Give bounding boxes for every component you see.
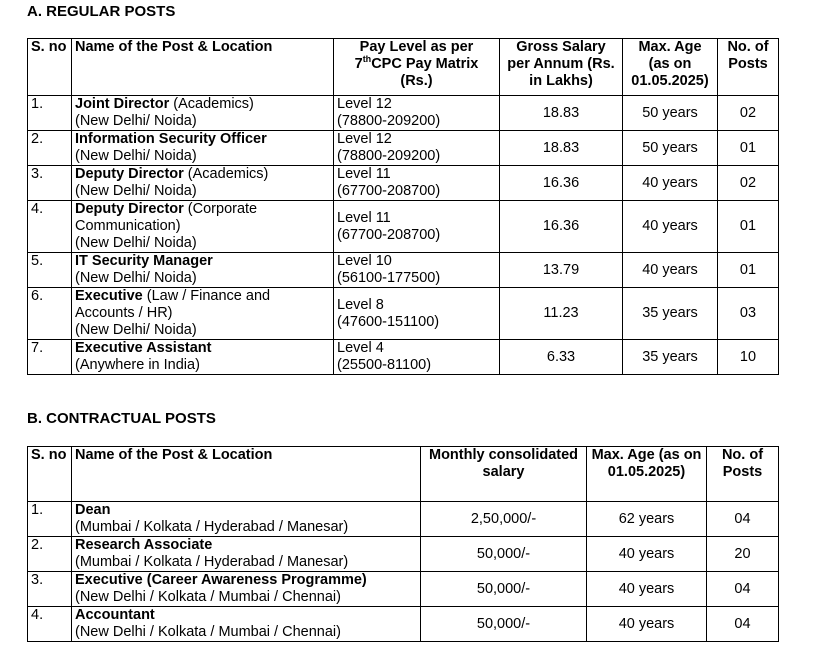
cell-post bbox=[72, 502, 421, 537]
cell-sno: 1. bbox=[28, 96, 72, 131]
header-name: Name of the Post & Location bbox=[72, 447, 421, 502]
table-row bbox=[28, 96, 779, 131]
post-extra: (Law / Finance and Accounts / HR) bbox=[75, 288, 271, 321]
cell-pay-level: Level 11 (67700-208700) bbox=[334, 166, 500, 201]
cell-pay-level: Level 12 (78800-209200) bbox=[334, 96, 500, 131]
post-name: Research Associate bbox=[75, 537, 213, 553]
header-gross: Gross Salary per Annum (Rs. in Lakhs) bbox=[500, 39, 623, 96]
cell-post bbox=[72, 607, 421, 642]
cell-posts: 20 bbox=[707, 537, 779, 572]
cell-gross: 11.23 bbox=[500, 288, 623, 340]
table-header-row bbox=[28, 39, 779, 96]
regular-posts-table bbox=[27, 38, 779, 375]
post-location: (New Delhi/ Noida) bbox=[75, 322, 197, 338]
cell-posts: 01 bbox=[718, 201, 779, 253]
cell-salary: 50,000/- bbox=[421, 572, 587, 607]
header-name: Name of the Post & Location bbox=[72, 39, 334, 96]
header-age: Max. Age (as on 01.05.2025) bbox=[623, 39, 718, 96]
section-b-title: B. CONTRACTUAL POSTS bbox=[27, 410, 216, 427]
cell-sno: 1. bbox=[28, 502, 72, 537]
cell-gross: 16.36 bbox=[500, 201, 623, 253]
post-location: (New Delhi / Kolkata / Mumbai / Chennai) bbox=[75, 589, 341, 605]
post-location: (New Delhi / Kolkata / Mumbai / Chennai) bbox=[75, 624, 341, 640]
cell-gross: 18.83 bbox=[500, 131, 623, 166]
post-location: (Anywhere in India) bbox=[75, 357, 200, 373]
cell-age: 40 years bbox=[623, 166, 718, 201]
table-row bbox=[28, 288, 779, 340]
cell-sno: 7. bbox=[28, 340, 72, 375]
cell-posts: 04 bbox=[707, 502, 779, 537]
post-name: Dean bbox=[75, 502, 111, 518]
post-extra: (Academics) bbox=[183, 166, 269, 182]
cell-salary: 50,000/- bbox=[421, 607, 587, 642]
cell-sno: 6. bbox=[28, 288, 72, 340]
cell-post bbox=[72, 131, 334, 166]
post-name: Accountant bbox=[75, 607, 155, 623]
table-row bbox=[28, 572, 779, 607]
cell-post bbox=[72, 340, 334, 375]
post-location: (New Delhi/ Noida) bbox=[75, 270, 197, 286]
cell-gross: 6.33 bbox=[500, 340, 623, 375]
cell-pay-level: Level 8 (47600-151100) bbox=[334, 288, 500, 340]
post-name: Joint Director bbox=[75, 96, 170, 112]
cell-sno: 2. bbox=[28, 131, 72, 166]
post-extra: (Corporate Communication) bbox=[75, 201, 258, 234]
header-sno: S. no bbox=[28, 447, 72, 502]
post-location: (New Delhi/ Noida) bbox=[75, 113, 197, 129]
cell-gross: 18.83 bbox=[500, 96, 623, 131]
cell-post bbox=[72, 572, 421, 607]
cell-sno: 3. bbox=[28, 166, 72, 201]
table-row bbox=[28, 537, 779, 572]
table-row bbox=[28, 340, 779, 375]
post-name: Executive (Career Awareness Programme) bbox=[75, 572, 367, 588]
cell-age: 50 years bbox=[623, 131, 718, 166]
cell-age: 40 years bbox=[587, 572, 707, 607]
post-name: Executive Assistant bbox=[75, 340, 212, 356]
header-sno: S. no bbox=[28, 39, 72, 96]
table-row bbox=[28, 131, 779, 166]
cell-sno: 2. bbox=[28, 537, 72, 572]
cell-posts: 01 bbox=[718, 131, 779, 166]
cell-sno: 4. bbox=[28, 607, 72, 642]
table-row bbox=[28, 166, 779, 201]
cell-post bbox=[72, 537, 421, 572]
header-salary: Monthly consolidated salary bbox=[421, 447, 587, 502]
cell-age: 40 years bbox=[623, 253, 718, 288]
post-location: (New Delhi/ Noida) bbox=[75, 148, 197, 164]
post-location: (New Delhi/ Noida) bbox=[75, 183, 197, 199]
cell-post bbox=[72, 166, 334, 201]
table-row bbox=[28, 502, 779, 537]
cell-sno: 5. bbox=[28, 253, 72, 288]
cell-pay-level: Level 4 (25500-81100) bbox=[334, 340, 500, 375]
cell-pay-level: Level 12 (78800-209200) bbox=[334, 131, 500, 166]
cell-sno: 3. bbox=[28, 572, 72, 607]
cell-age: 40 years bbox=[587, 607, 707, 642]
table-row bbox=[28, 253, 779, 288]
post-name: IT Security Manager bbox=[75, 253, 213, 269]
cell-posts: 01 bbox=[718, 253, 779, 288]
post-name: Information Security Officer bbox=[75, 131, 267, 147]
cell-age: 35 years bbox=[623, 288, 718, 340]
table-row bbox=[28, 607, 779, 642]
cell-pay-level: Level 10 (56100-177500) bbox=[334, 253, 500, 288]
post-extra: (Academics) bbox=[169, 96, 254, 112]
cell-post bbox=[72, 201, 334, 253]
header-posts: No. of Posts bbox=[707, 447, 779, 502]
cell-salary: 50,000/- bbox=[421, 537, 587, 572]
section-a-title: A. REGULAR POSTS bbox=[27, 3, 176, 20]
cell-gross: 16.36 bbox=[500, 166, 623, 201]
cell-salary: 2,50,000/- bbox=[421, 502, 587, 537]
cell-posts: 02 bbox=[718, 96, 779, 131]
cell-post bbox=[72, 288, 334, 340]
cell-sno: 4. bbox=[28, 201, 72, 253]
header-age: Max. Age (as on 01.05.2025) bbox=[587, 447, 707, 502]
cell-post bbox=[72, 96, 334, 131]
cell-age: 40 years bbox=[623, 201, 718, 253]
post-name: Deputy Director bbox=[75, 166, 184, 182]
table-row bbox=[28, 201, 779, 253]
header-posts: No. of Posts bbox=[718, 39, 779, 96]
cell-posts: 02 bbox=[718, 166, 779, 201]
table-header-row bbox=[28, 447, 779, 502]
cell-age: 35 years bbox=[623, 340, 718, 375]
header-pay-level: Pay Level as per 7thCPC Pay Matrix (Rs.) bbox=[334, 39, 500, 96]
post-location: (New Delhi/ Noida) bbox=[75, 235, 197, 251]
cell-pay-level: Level 11 (67700-208700) bbox=[334, 201, 500, 253]
cell-posts: 03 bbox=[718, 288, 779, 340]
cell-posts: 10 bbox=[718, 340, 779, 375]
cell-posts: 04 bbox=[707, 572, 779, 607]
cell-age: 62 years bbox=[587, 502, 707, 537]
cell-post bbox=[72, 253, 334, 288]
cell-age: 40 years bbox=[587, 537, 707, 572]
post-name: Deputy Director bbox=[75, 201, 184, 217]
cell-gross: 13.79 bbox=[500, 253, 623, 288]
post-name: Executive bbox=[75, 288, 143, 304]
post-location: (Mumbai / Kolkata / Hyderabad / Manesar) bbox=[75, 554, 349, 570]
post-location: (Mumbai / Kolkata / Hyderabad / Manesar) bbox=[75, 519, 349, 535]
cell-age: 50 years bbox=[623, 96, 718, 131]
cell-posts: 04 bbox=[707, 607, 779, 642]
contractual-posts-table bbox=[27, 446, 779, 642]
